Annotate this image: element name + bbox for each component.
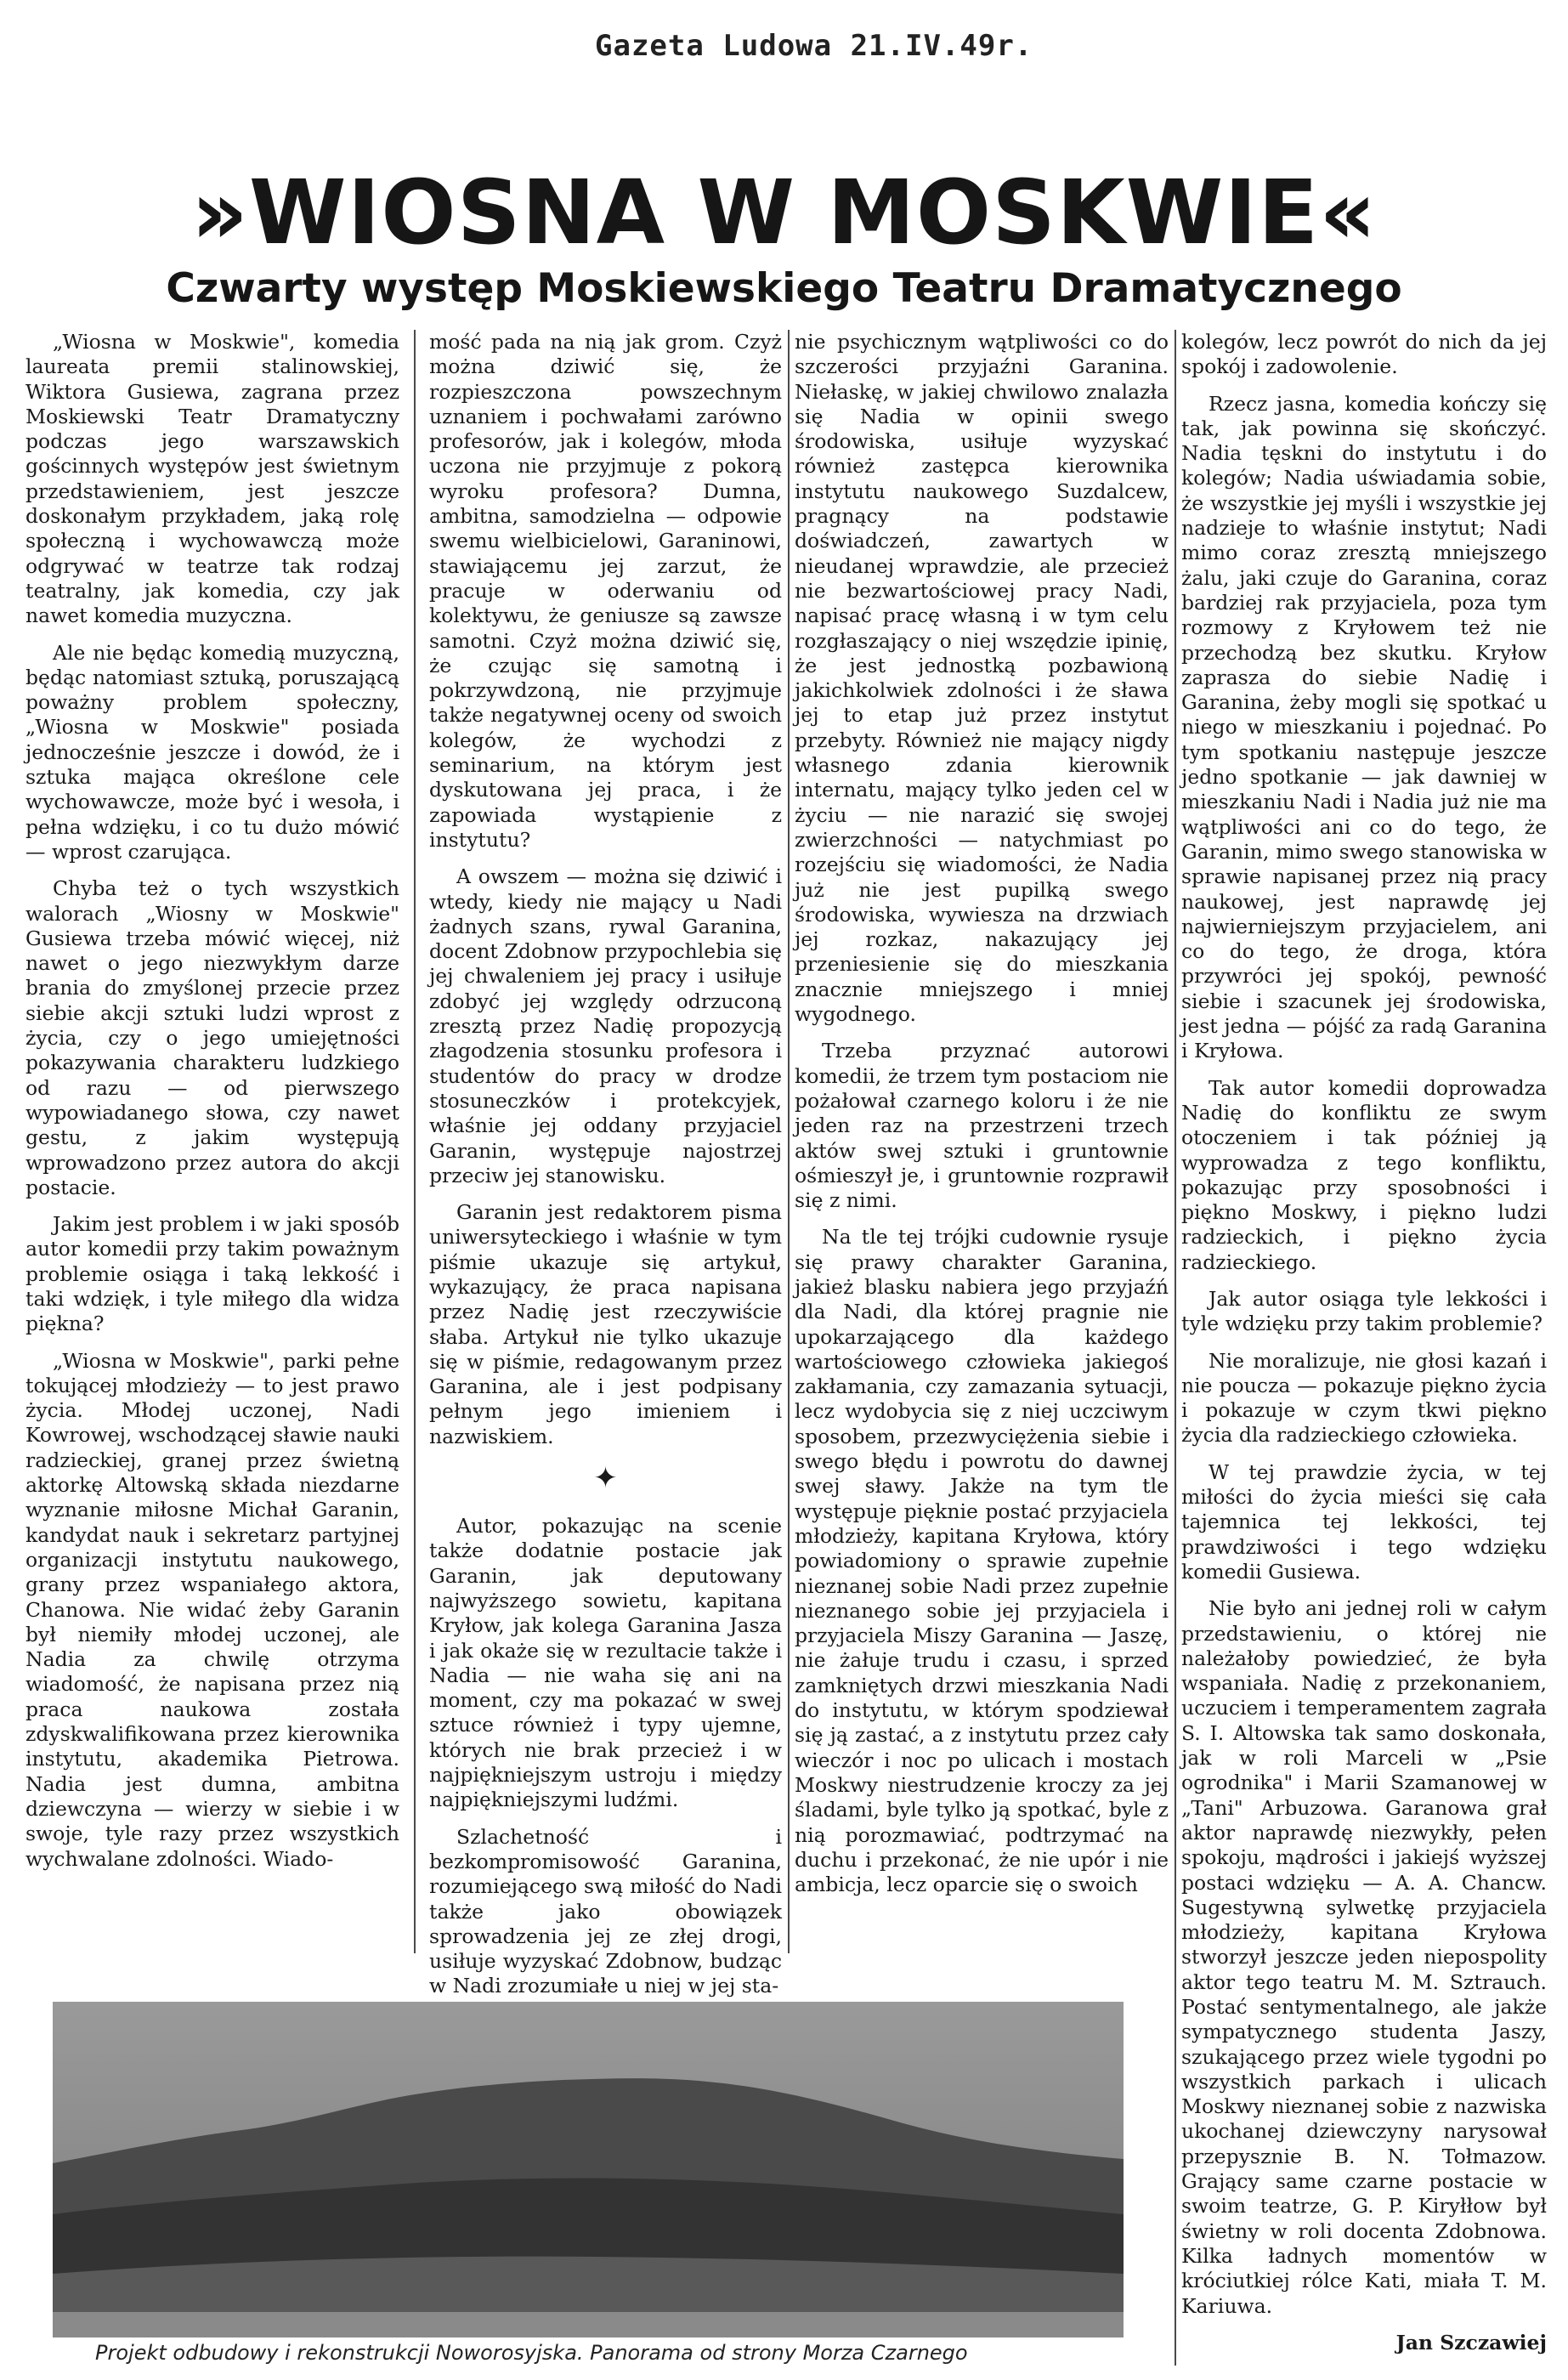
paragraph: Ale nie będąc komedią muzyczną, będąc natomiast sztuką, poruszającą poważny problem społeczny, „Wiosna w Moskwie" posiada jednocześnie jeszcze i dowód, że i sztuka mająca określone cele wychowawcze, może być i wesoła, i pełna wdzięku, i co tu dużo mówić — wprost czarująca. — [25, 640, 399, 864]
panorama-photo — [53, 2002, 1124, 2338]
paragraph: Autor, pokazując na scenie także dodatnie postacie jak Garanin, jak deputowany najwyższego sowietu, kapitana Kryłow, jak kolega Garanina Jasza i jak okaże się w rezultacie także i Nadia — nie waha się ani na moment, czy ma pokazać w swej sztuce również i typy ujemne, których nie brak przecież i w najpiękniejszym ustroju i między najpiękniejszymi ludźmi. — [429, 1514, 782, 1812]
paragraph: „Wiosna w Moskwie", komedia laureata premii stalinowskiej, Wiktora Gusiewa, zagrana przez Moskiewski Teatr Dramatyczny podczas jego warszawskich gościnnych występów jest świetnym przedstawieniem, jest jeszcze doskonałym przykładem, jaką rolę społeczną i wychowawczą może odgrywać w teatrze tak rodzaj teatralny, jak komedia, czy jak nawet komedia muzyczna. — [25, 330, 399, 628]
paragraph: Szlachetność i bezkompromisowość Garanina, rozumiejącego swą miłość do Nadi także jako obowiązek sprowadzenia jej ze złej drogi, usiłuje wyzyskać Zdobnow, budząc w Nadi zrozumiałe u niej w jej sta- — [429, 1824, 782, 1998]
paragraph: Rzecz jasna, komedia kończy się tak, jak powinna się skończyć. Nadia tęskni do instytutu i do kolegów; Nadia uświadamia sobie, że wszystkie jej myśli i wszystkie jej nadzieje to właśnie instytut; Nadi mimo coraz zresztą mniejszego żalu, jaki czuje do Garanina, coraz bardziej rak przyjaciela, poza tym rozmowy z Kryłowem też nie przechodzą bez skutku. Kryłow zaprasza do siebie Nadię i Garanina, żeby mogli się spotkać u niego w mieszkaniu i pojednać. Po tym spotkaniu następuje jeszcze jedno spotkanie — jak dawniej w mieszkaniu Nadi i Nadia już nie ma wątpliwości ani co do tego, że Garanin, mimo swego stanowiska w sprawie napisanej przez nią pracy naukowej, jest naprawdę jej najwierniejszym przyjacielem, ani co do tego, że droga, która przywróci jej spokój, pewność siebie i szacunek jej środowiska, jest jedna — pójść za radą Garanina i Kryłowa. — [1181, 391, 1547, 1063]
column-rule — [414, 330, 416, 1953]
newspaper-source-note: Gazeta Ludowa 21.IV.49r. — [595, 29, 1033, 63]
paragraph: Jak autor osiąga tyle lekkości i tyle wdzięku przy takim problemie? — [1181, 1286, 1547, 1336]
paragraph: Chyba też o tych wszystkich walorach „Wiosny w Moskwie" Gusiewa trzeba mówić więcej, niż nawet o jego niezwykłym darze brania do zmyślonej przecie przez siebie akcji sztuki ludzi wprost z życia, czy o jego umiejętności pokazywania charakteru ludzkiego od razu — od pierwszego wypowiadanego słowa, czy nawet gestu, z jakim występują wprowadzono przez autora do akcji postacie. — [25, 876, 399, 1199]
author-signature: Jan Szczawiej — [1395, 2330, 1547, 2354]
article-column-3 — [795, 330, 1169, 1953]
section-divider-star-icon: ✦ — [593, 1461, 618, 1496]
column-rule — [1175, 330, 1176, 2366]
article-title: »WIOSNA W MOSKWIE« — [190, 161, 1378, 264]
paragraph: Trzeba przyznać autorowi komedii, że trzem tym postaciom nie pożałował czarnego koloru i że nie jeden raz na przestrzeni trzech aktów swej sztuki i gruntownie ośmieszył je, i gruntownie rozprawił się z nimi. — [795, 1039, 1169, 1213]
paragraph: Tak autor komedii doprowadza Nadię do konfliktu ze swym otoczeniem i tak później ją wyprowadza z tego konfliktu, pokazując przy sposobności i piękno Moskwy, i piękno ludzi radzieckich, i piękno życia radzieckiego. — [1181, 1075, 1547, 1274]
paragraph: Jakim jest problem i w jaki sposób autor komedii przy takim poważnym problemie osiąga i taką lekkość i taki wdzięk, i tyle miłego dla widza piękna? — [25, 1212, 399, 1336]
paragraph: Garanin jest redaktorem pisma uniwersyteckiego i właśnie w tym piśmie ukazuje się artykuł, wykazujący, że praca napisana przez Nadię jest rzeczywiście słaba. Artykuł nie tylko ukazuje się w piśmie, redagowanym przez Garanina, ale i jest podpisany pełnym jego imieniem i nazwiskiem. — [429, 1200, 782, 1448]
paragraph: Na tle tej trójki cudownie rysuje się prawy charakter Garanina, jakież blasku nabiera jego przyjaźń dla Nadi, dla której pragnie nie upokarzającego dla każdego wartościowego człowieka jakiegoś zakłamania, czy zamazania sytuacji, lecz wydobycia się z niej uczciwym sposobem, przezwyciężenia siebie i swego błędu i powrotu do dawnej swej sławy. Jakże na tym tle występuje pięknie postać przyjaciela młodzieży, kapitana Kryłowa, który powiadomiony o sprawie zupełnie nieznanej sobie Nadi przez zupełnie nieznanego sobie jej przyjaciela i przyjaciela Miszy Garanina — Jaszę, nie żałuje trudu i czasu, i sprzed zamkniętych drzwi mieszkania Nadi do instytutu, w którym spodziewał się ją zastać, a z instytutu przez cały wieczór i noc po ulicach i mostach Moskwy niestrudzenie kroczy za jej śladami, byle tylko ją spotkać, byle z nią porozmawiać, podtrzymać na duchu i przekonać, że nie upór i nie ambicja, lecz oparcie się o swoich — [795, 1225, 1169, 1897]
article-subtitle: Czwarty występ Moskiewskiego Teatru Dramatycznego — [166, 265, 1402, 312]
paragraph: W tej prawdzie życia, w tej miłości do życia mieści się cała tajemnica tej lekkości, tej prawdziwości i tego wdzięku komedii Gusiewa. — [1181, 1459, 1547, 1584]
paragraph: nie psychicznym wątpliwości co do szczerości przyjaźni Garanina. Niełaskę, w jakiej chwilowo znalazła się Nadia w opinii swego środowiska, usiłuje wyzyskać również zastępca kierownika instytutu naukowego Suzdalcew, pragnący na podstawie doświadczeń, zawartych w nieudanej wprawdzie, ale przecież nie bezwartościowej pracy Nadi, napisać pracę własną i w tym celu rozgłaszający o niej wszędzie ipinię, że jest jednostką pozbawioną jakichkolwiek zdolności i że sława jej to etap już przez instytut przebyty. Również nie mający nigdy własnego zdania kierownik internatu, mający tylko jeden cel w życiu — nie narazić się swojej zwierzchności — natychmiast po rozejściu się wiadomości, że Nadia już nie jest pupilką swego środowiska, wywiesza na drzwiach jej rozkaz, nakazujący jej przeniesienie się do mieszkania znacznie mniejszego i mniej wygodnego. — [795, 330, 1169, 1027]
paragraph: „Wiosna w Moskwie", parki pełne tokującej młodzieży — to jest prawo życia. Młodej uczonej, Nadi Kowrowej, wschodzącej sławie nauki radzieckiej, granej przez świetną aktorkę Altowską składa niezdarne wyznanie miłosne Michał Garanin, kandydat nauk i sekretarz partyjnej organizacji instytutu naukowego, grany przez wspaniałego aktora, Chanowa. Nie widać żeby Garanin był niemiły młodej uczonej, ale Nadia za chwilę otrzyma wiadomość, że napisana przez nią praca naukowa została zdyskwalifikowana przez kierownika instytutu, akademika Pietrowa. Nadia jest dumna, ambitna dziewczyna — wierzy w siebie i w swoje, tyle razy przez wszystkich wychwalane zdolności. Wiado- — [25, 1348, 399, 1871]
paragraph: Nie było ani jednej roli w całym przedstawieniu, o której nie należałoby powiedzieć, że była wspaniała. Nadię z przekonaniem, uczuciem i temperamentem zagrała S. I. Altowska tak samo doskonała, jak w roli Marceli w „Psie ogrodnika" i Marii Szamanowej w „Tani" Arbuzowa. Garanowa grał aktor naprawdę niezwykły, pełen spokoju, mądrości i jakiejś wyższej postaci wdzięku — A. A. Chancw. Sugestywną sylwetkę przyjaciela młodzieży, kapitana Kryłowa stworzył jeszcze jeden niepospolity aktor tego teatru M. M. Sztrauch. Postać sentymentalnego, ale jakże sympatycznego studenta Jaszy, szukającego przez wiele tygodni po wszystkich parkach i ulicach Moskwy nieznanej sobie z nazwiska ukochanej dziewczyny narysował przepysznie B. N. Tołmazow. Grający same czarne postacie w swoim teatrze, G. P. Kiryłłow był świetny w roli docenta Zdobnowa. Kilka ładnych momentów w króciutkiej rólce Kati, miała T. M. Kariuwa. — [1181, 1596, 1547, 2318]
photo-caption: Projekt odbudowy i rekonstrukcji Noworosyjska. Panorama od strony Morza Czarnego — [95, 2341, 968, 2365]
article-column-4 — [1181, 330, 1547, 2366]
column-rule — [788, 330, 790, 1953]
panorama-illustration — [53, 2002, 1124, 2338]
paragraph: A owszem — można się dziwić i wtedy, kiedy nie mający u Nadi żadnych szans, rywal Garanina, docent Zdobnow przypochlebia się jej chwaleniem jej pracy i usiłuje zdobyć jej względy odrzuconą zresztą przez Nadię propozycją złagodzenia stosunku profesora i studentów do pracy w drodze stosuneczków i protekcyjek, właśnie jej oddany przyjaciel Garanin, występuje najostrzej przeciw jej stanowisku. — [429, 864, 782, 1187]
article-column-1 — [25, 330, 399, 1953]
paragraph: mość pada na nią jak grom. Czyż można dziwić się, że rozpieszczona powszechnym uznaniem i pochwałami zarówno profesorów, jak i kolegów, młoda uczona nie przyjmuje z pokorą wyroku profesora? Dumna, ambitna, samodzielna — odpowie swemu wielbicielowi, Garaninowi, stawiającemu jej zarzut, że pracuje w oderwaniu od kolektywu, że geniusze są zawsze samotni. Czyż można dziwić się, że czując się samotną i pokrzywdzoną, nie przyjmuje także negatywnej oceny od swoich kolegów, że wychodzi z seminarium, na którym jest dyskutowana jej praca, i że zapowiada wystąpienie z instytutu? — [429, 330, 782, 852]
paragraph: kolegów, lecz powrót do nich da jej spokój i zadowolenie. — [1181, 330, 1547, 379]
article-column-2 — [429, 330, 782, 1998]
paragraph: Nie moralizuje, nie głosi kazań i nie poucza — pokazuje piękno życia i pokazuje w czym tkwi piękno życia dla radzieckiego człowieka. — [1181, 1348, 1547, 1448]
